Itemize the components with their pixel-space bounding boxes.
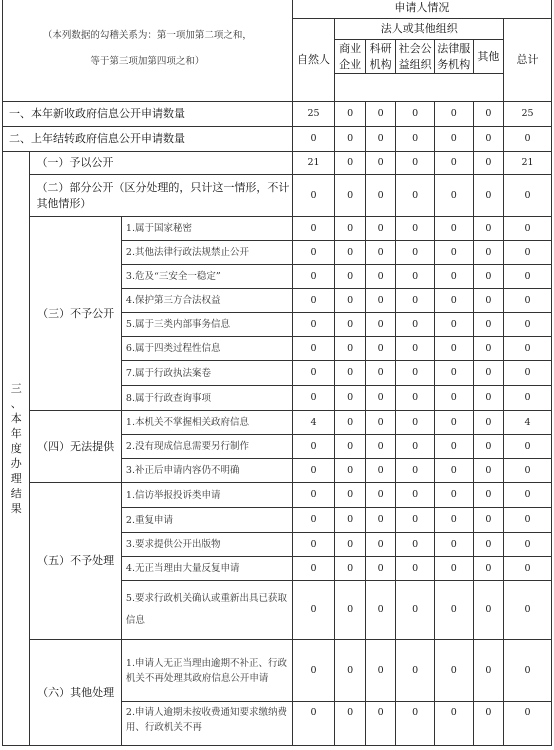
value-cell: 0 (365, 702, 395, 746)
value-cell: 0 (473, 557, 503, 581)
value-cell: 0 (434, 640, 473, 702)
value-cell: 0 (365, 152, 395, 175)
value-cell: 0 (292, 459, 335, 483)
value-cell: 25 (292, 102, 335, 127)
value-cell: 0 (434, 127, 473, 152)
value-cell: 0 (434, 175, 473, 217)
value-cell: 0 (335, 102, 365, 127)
value-cell: 0 (335, 702, 365, 746)
no-process-item-4: 4.无正当理由大量反复申请 (121, 557, 292, 581)
value-cell: 0 (473, 483, 503, 508)
value-cell: 0 (434, 702, 473, 746)
value-cell: 0 (396, 361, 435, 386)
value-cell: 21 (504, 152, 552, 175)
value-cell: 0 (365, 217, 395, 241)
unable-item-3: 3.补正后申请内容仍不明确 (121, 459, 292, 483)
value-cell: 0 (504, 217, 552, 241)
no-process-item-3: 3.要求提供公开出版物 (121, 533, 292, 557)
value-cell: 0 (292, 217, 335, 241)
value-cell: 0 (396, 217, 435, 241)
value-cell: 0 (504, 508, 552, 533)
value-cell: 0 (504, 533, 552, 557)
value-cell: 0 (365, 337, 395, 361)
value-cell: 4 (504, 411, 552, 435)
value-cell: 0 (335, 411, 365, 435)
value-cell: 0 (434, 102, 473, 127)
value-cell: 0 (473, 386, 503, 411)
value-cell: 0 (292, 175, 335, 217)
value-cell: 0 (473, 102, 503, 127)
value-cell: 0 (292, 702, 335, 746)
value-cell: 0 (396, 241, 435, 265)
org-type-legal-service: 法律服务机构 (434, 40, 473, 74)
org-type-commercial: 商业企业 (335, 40, 365, 74)
value-cell: 0 (473, 411, 503, 435)
value-cell: 0 (365, 411, 395, 435)
value-cell: 0 (504, 313, 552, 337)
value-cell: 0 (335, 557, 365, 581)
note-line-1: （本列数据的勾稽关系为：第一项加第二项之和， (42, 30, 252, 41)
value-cell: 0 (335, 459, 365, 483)
value-cell: 0 (434, 459, 473, 483)
note-line-2: 等于第三项加第四项之和） (90, 56, 205, 67)
value-cell: 0 (473, 175, 503, 217)
unable-label: （四）无法提供 (30, 411, 121, 483)
value-cell: 0 (292, 361, 335, 386)
value-cell: 0 (396, 337, 435, 361)
value-cell: 0 (434, 557, 473, 581)
value-cell: 0 (473, 581, 503, 640)
value-cell: 0 (473, 702, 503, 746)
not-open-item-8: 8.属于行政查询事项 (121, 386, 292, 411)
value-cell: 0 (365, 640, 395, 702)
value-cell: 0 (434, 313, 473, 337)
value-cell: 0 (504, 557, 552, 581)
value-cell: 0 (396, 435, 435, 459)
section3-title: 三 、 本 年 度 办 理 结 果 (3, 152, 30, 746)
value-cell: 0 (396, 386, 435, 411)
not-open-item-4: 4.保护第三方合法权益 (121, 289, 292, 313)
value-cell: 0 (396, 152, 435, 175)
value-cell: 0 (365, 459, 395, 483)
value-cell: 0 (473, 289, 503, 313)
value-cell: 0 (335, 175, 365, 217)
not-open-item-2: 2.其他法律行政法规禁止公开 (121, 241, 292, 265)
value-cell: 25 (504, 102, 552, 127)
report-table (2, 0, 552, 746)
legal-org-header: 法人或其他组织 (335, 19, 504, 40)
value-cell: 0 (292, 557, 335, 581)
value-cell: 0 (504, 702, 552, 746)
value-cell: 0 (396, 508, 435, 533)
value-cell: 0 (473, 640, 503, 702)
value-cell: 0 (396, 459, 435, 483)
value-cell: 0 (335, 289, 365, 313)
value-cell: 0 (365, 435, 395, 459)
value-cell: 0 (335, 241, 365, 265)
value-cell: 0 (473, 152, 503, 175)
value-cell: 0 (434, 241, 473, 265)
value-cell: 0 (473, 361, 503, 386)
value-cell: 0 (292, 508, 335, 533)
value-cell: 0 (292, 581, 335, 640)
value-cell: 0 (434, 386, 473, 411)
value-cell: 0 (434, 152, 473, 175)
value-cell: 0 (292, 127, 335, 152)
value-cell: 0 (396, 581, 435, 640)
value-cell: 0 (504, 265, 552, 289)
value-cell: 0 (292, 337, 335, 361)
value-cell: 0 (473, 435, 503, 459)
value-cell: 0 (396, 175, 435, 217)
value-cell: 21 (292, 152, 335, 175)
value-cell: 0 (504, 483, 552, 508)
value-cell: 0 (335, 533, 365, 557)
value-cell: 0 (365, 313, 395, 337)
value-cell: 0 (335, 361, 365, 386)
value-cell: 0 (335, 508, 365, 533)
other-label: （六）其他处理 (30, 640, 121, 746)
org-type-public-welfare: 社会公益组织 (396, 40, 435, 74)
value-cell: 0 (365, 127, 395, 152)
unable-item-2: 2.没有现成信息需要另行制作 (121, 435, 292, 459)
value-cell: 0 (434, 217, 473, 241)
not-open-item-5: 5.属于三类内部事务信息 (121, 313, 292, 337)
value-cell: 4 (292, 411, 335, 435)
org-type-research: 科研机构 (365, 40, 395, 74)
value-cell: 0 (365, 102, 395, 127)
row-new-applications-label: 一、本年新收政府信息公开申请数量 (3, 102, 293, 127)
value-cell: 0 (365, 241, 395, 265)
no-process-item-5: 5.要求行政机关确认或重新出具已获取信息 (121, 581, 292, 640)
value-cell: 0 (335, 265, 365, 289)
no-process-item-2: 2.重复申请 (121, 508, 292, 533)
value-cell: 0 (434, 508, 473, 533)
value-cell: 0 (396, 411, 435, 435)
value-cell: 0 (473, 313, 503, 337)
header-note (3, 0, 293, 102)
value-cell: 0 (396, 702, 435, 746)
value-cell: 0 (396, 127, 435, 152)
value-cell: 0 (292, 640, 335, 702)
value-cell: 0 (292, 241, 335, 265)
value-cell: 0 (504, 640, 552, 702)
value-cell: 0 (434, 265, 473, 289)
value-cell: 0 (473, 217, 503, 241)
value-cell: 0 (335, 640, 365, 702)
row-carried-over-label: 二、上年结转政府信息公开申请数量 (3, 127, 293, 152)
not-open-item-6: 6.属于四类过程性信息 (121, 337, 292, 361)
value-cell: 0 (396, 265, 435, 289)
not-open-item-7: 7.属于行政执法案卷 (121, 361, 292, 386)
value-cell: 0 (365, 557, 395, 581)
value-cell: 0 (335, 386, 365, 411)
value-cell: 0 (292, 483, 335, 508)
value-cell: 0 (473, 459, 503, 483)
value-cell: 0 (365, 581, 395, 640)
applicant-situation-header: 申请人情况 (292, 0, 551, 19)
value-cell: 0 (504, 289, 552, 313)
value-cell: 0 (473, 337, 503, 361)
open-label: （一）予以公开 (30, 152, 292, 175)
value-cell: 0 (434, 533, 473, 557)
value-cell: 0 (365, 386, 395, 411)
value-cell: 0 (504, 337, 552, 361)
value-cell: 0 (335, 127, 365, 152)
value-cell: 0 (396, 533, 435, 557)
value-cell: 0 (396, 102, 435, 127)
value-cell: 0 (504, 581, 552, 640)
value-cell: 0 (396, 313, 435, 337)
value-cell: 0 (365, 361, 395, 386)
value-cell: 0 (504, 127, 552, 152)
value-cell: 0 (473, 533, 503, 557)
not-open-item-1: 1.属于国家秘密 (121, 217, 292, 241)
other-item-1: 1.申请人无正当理由逾期不补正、行政机关不再处理其政府信息公开申请 (121, 640, 292, 702)
natural-person-header: 自然人 (292, 19, 335, 102)
value-cell: 0 (365, 265, 395, 289)
value-cell: 0 (365, 533, 395, 557)
value-cell: 0 (504, 459, 552, 483)
org-type-other: 其他 (473, 40, 503, 74)
value-cell: 0 (335, 581, 365, 640)
value-cell: 0 (504, 435, 552, 459)
value-cell: 0 (335, 435, 365, 459)
value-cell: 0 (365, 289, 395, 313)
value-cell: 0 (365, 483, 395, 508)
value-cell: 0 (434, 435, 473, 459)
value-cell: 0 (434, 411, 473, 435)
value-cell: 0 (292, 313, 335, 337)
unable-item-1: 1.本机关不掌握相关政府信息 (121, 411, 292, 435)
no-process-item-1: 1.信访举报投诉类申请 (121, 483, 292, 508)
value-cell: 0 (292, 435, 335, 459)
value-cell: 0 (335, 337, 365, 361)
value-cell: 0 (396, 289, 435, 313)
value-cell: 0 (292, 265, 335, 289)
value-cell: 0 (434, 581, 473, 640)
value-cell: 0 (365, 175, 395, 217)
other-item-2: 2.申请人逾期未按收费通知要求缴纳费用、行政机关不再 (121, 702, 292, 746)
value-cell: 0 (473, 265, 503, 289)
not-open-item-3: 3.危及“三安全一稳定” (121, 265, 292, 289)
value-cell: 0 (473, 508, 503, 533)
value-cell: 0 (335, 217, 365, 241)
total-header: 总计 (504, 19, 552, 102)
value-cell: 0 (434, 361, 473, 386)
value-cell: 0 (396, 557, 435, 581)
value-cell: 0 (504, 241, 552, 265)
value-cell: 0 (292, 386, 335, 411)
value-cell: 0 (292, 289, 335, 313)
value-cell: 0 (434, 483, 473, 508)
value-cell: 0 (504, 361, 552, 386)
value-cell: 0 (335, 152, 365, 175)
value-cell: 0 (335, 483, 365, 508)
value-cell: 0 (365, 508, 395, 533)
no-process-label: （五）不予处理 (30, 483, 121, 640)
value-cell: 0 (434, 289, 473, 313)
value-cell: 0 (434, 337, 473, 361)
value-cell: 0 (292, 533, 335, 557)
partial-label: （二）部分公开（区分处理的，只计这一情形，不计其他情形） (30, 175, 292, 217)
value-cell: 0 (396, 483, 435, 508)
value-cell: 0 (473, 241, 503, 265)
not-open-label: （三）不予公开 (30, 217, 121, 411)
value-cell: 0 (504, 175, 552, 217)
value-cell: 0 (335, 313, 365, 337)
value-cell: 0 (396, 640, 435, 702)
value-cell: 0 (473, 127, 503, 152)
value-cell: 0 (504, 386, 552, 411)
